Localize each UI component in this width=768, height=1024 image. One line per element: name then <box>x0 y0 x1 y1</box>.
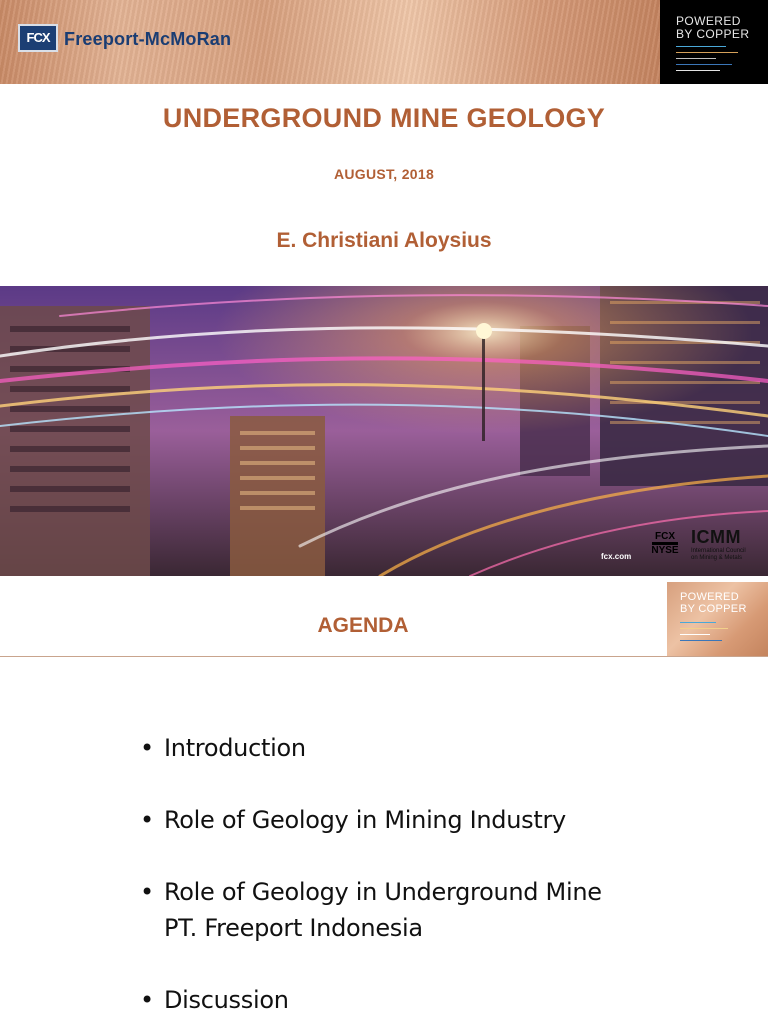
accent-line <box>676 70 720 71</box>
tagline-line2: BY COPPER <box>676 27 750 41</box>
website-link[interactable]: fcx.com <box>601 552 632 561</box>
tagline-line2: BY COPPER <box>680 603 747 615</box>
agenda-slide <box>0 576 768 1024</box>
agenda-title: AGENDA <box>317 614 409 637</box>
slide-title: UNDERGROUND MINE GEOLOGY <box>162 103 606 133</box>
accent-line <box>676 64 732 65</box>
nyse-fcx-logo-icon: FCX NYSE <box>651 531 679 556</box>
accent-line <box>680 640 722 641</box>
list-item: • Role of Geology in Mining Industry <box>140 802 740 838</box>
powered-by-copper-badge <box>660 0 768 84</box>
company-name: Freeport-McMoRan <box>64 29 232 49</box>
bullet-icon: • <box>140 806 154 834</box>
bullet-icon: • <box>140 986 154 1014</box>
list-item: • Discussion <box>140 982 740 1018</box>
accent-line <box>680 628 728 629</box>
author-name: E. Christiani Aloysius <box>276 229 492 252</box>
icmm-logo: ICMM International Council on Mining & Metals <box>691 527 746 561</box>
accent-line <box>680 634 710 635</box>
agenda-header <box>0 576 768 657</box>
bullet-icon: • <box>140 878 154 906</box>
fcx-logo-icon: FCX <box>18 24 58 52</box>
list-item: • Role of Geology in Underground Mine PT. Freeport Indonesia <box>140 874 740 946</box>
list-item: • Introduction <box>140 730 740 766</box>
presentation-date: AUGUST, 2018 <box>333 166 435 182</box>
agenda-list <box>140 730 740 1024</box>
accent-line <box>676 58 716 59</box>
powered-by-copper-badge <box>667 582 768 656</box>
tagline-line1: POWERED <box>680 591 739 603</box>
bullet-icon: • <box>140 734 154 762</box>
copper-header-band <box>0 0 660 84</box>
accent-line <box>676 46 726 47</box>
accent-line <box>676 52 738 53</box>
tagline-line1: POWERED <box>676 14 741 28</box>
accent-line <box>680 622 716 623</box>
